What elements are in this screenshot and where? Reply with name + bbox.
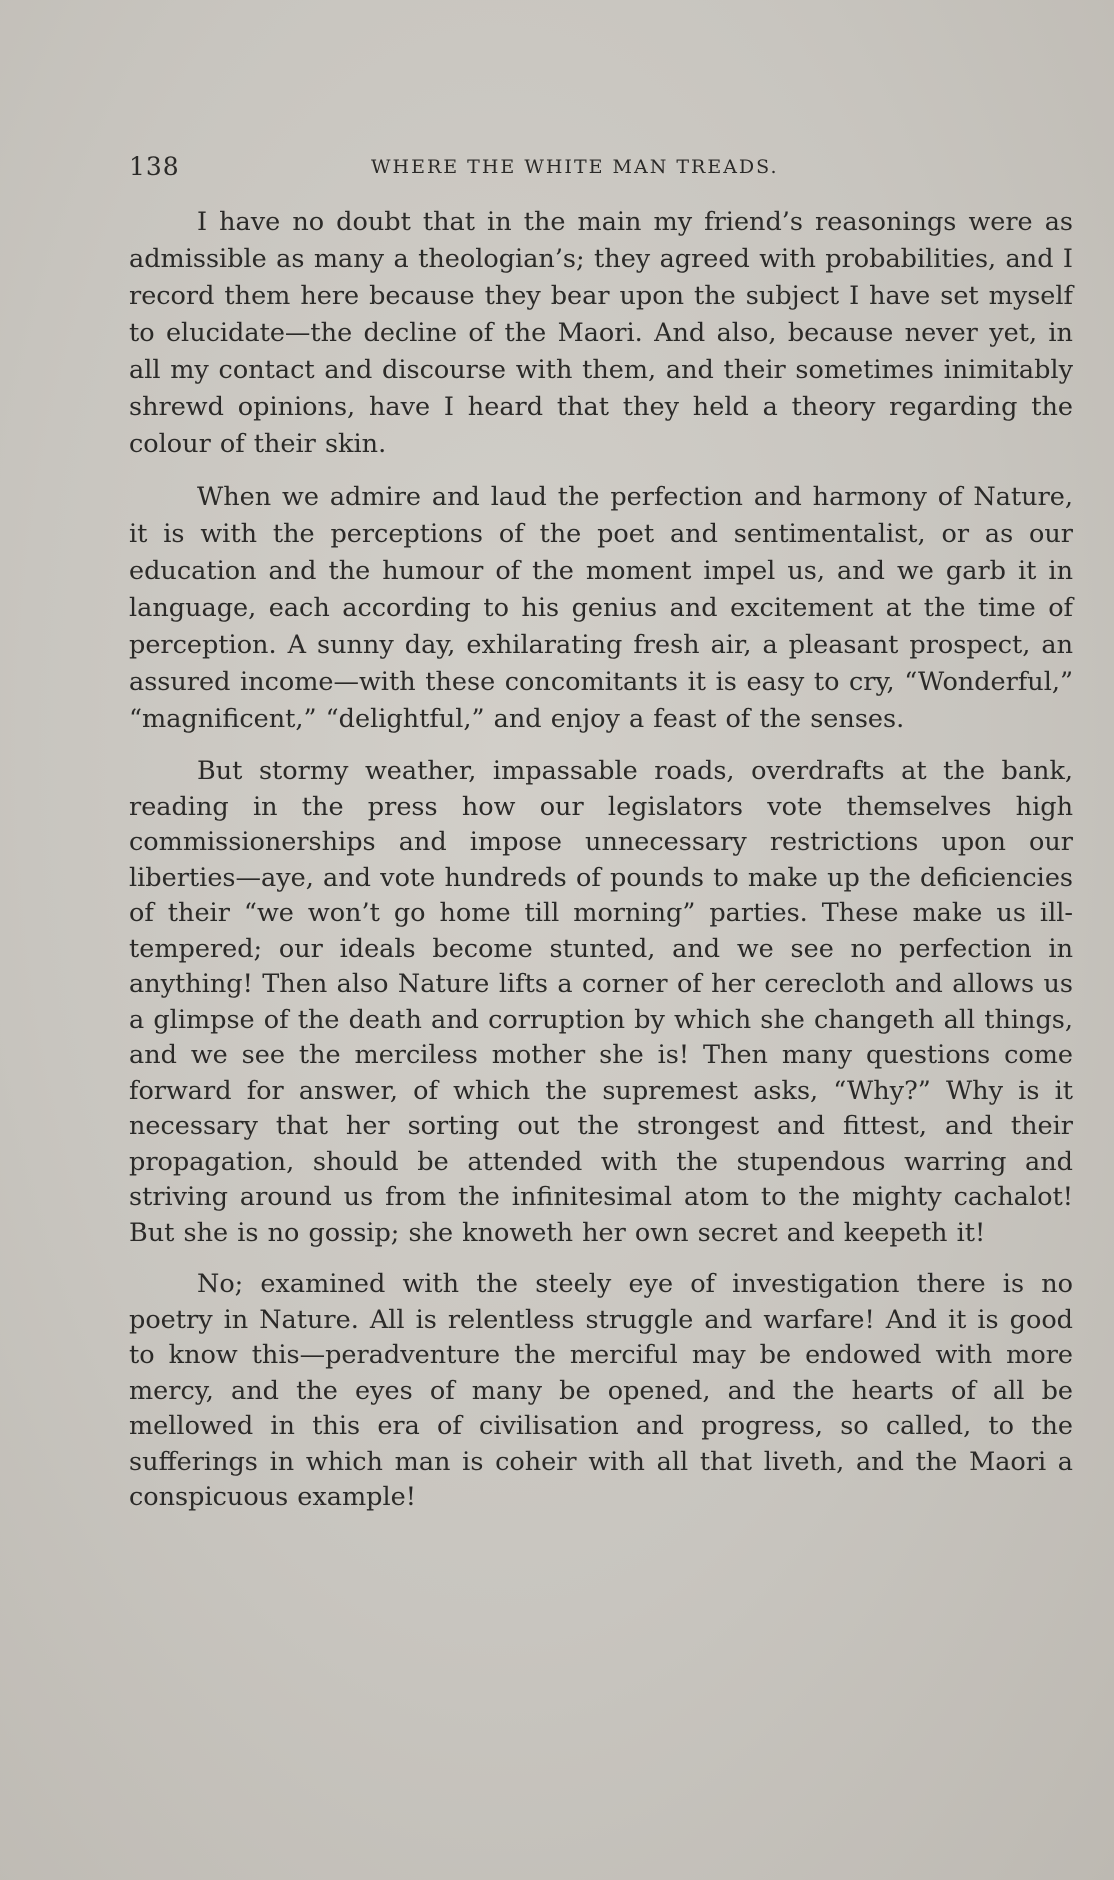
paragraph-3: But stormy weather, impassable roads, overdrafts at the bank, reading in the press how our legislators vote themselves high commissionerships and impose unnecessary restrictions upon our liberties—aye, and vote hundreds of pounds to make up the deficiencies of their “we won’t go home till morning” parties. These make us ill-tempered; our ideals become stunted, and we see no perfection in anything! Then also Nature lifts a corner of her cerecloth and allows us a glimpse of the death and corruption by which she changeth all things, and we see the merciless mother she is! Then many questions come forward for answer, of which the supremest asks, “Why?” Why is it necessary that her sorting out the strongest and fittest, and their propagation, should be attended with the stupendous warring and striving around us from the infinitesimal atom to the mighty cachalot! But she is no gossip; she knoweth her own secret and keepeth it! [129,756,1073,1248]
paragraph-4: No; examined with the steely eye of investigation there is no poetry in Nature. All is relentless struggle and warfare! And it is good to know this—peradventure the merciful may be endowed with more mercy, and the eyes of many be opened, and the hearts of all be mellowed in this era of civilisation and progress, so called, to the sufferings in which man is coheir with all that liveth, and the Maori a conspicuous example! [129,1269,1073,1512]
paragraph-1: I have no doubt that in the main my friend’s reasonings were as admissible as many a theologian’s; they agreed with probabilities, and I record them here because they bear upon the subject I have set myself to elucidate—the decline of the Maori. And also, because never yet, in all my contact and discourse with them, and their sometimes inimitably shrewd opinions, have I heard that they held a theory regarding the colour of their skin. [129,207,1073,459]
paragraph-2: When we admire and laud the perfection and harmony of Nature, it is with the perceptions of the poet and sentimentalist, or as our education and the humour of the moment impel us, and we garb it in language, each according to his genius and excitement at the time of perception. A sunny day, exhilarating fresh air, a pleasant prospect, an assured income—with these concomitants it is easy to cry, “Wonderful,” “magnificent,” “delightful,” and enjoy a feast of the senses. [129,482,1073,734]
page-number: 138 [129,152,180,181]
running-title: WHERE THE WHITE MAN TREADS. [371,156,779,178]
book-page [129,148,1073,1532]
running-head [129,148,1073,188]
